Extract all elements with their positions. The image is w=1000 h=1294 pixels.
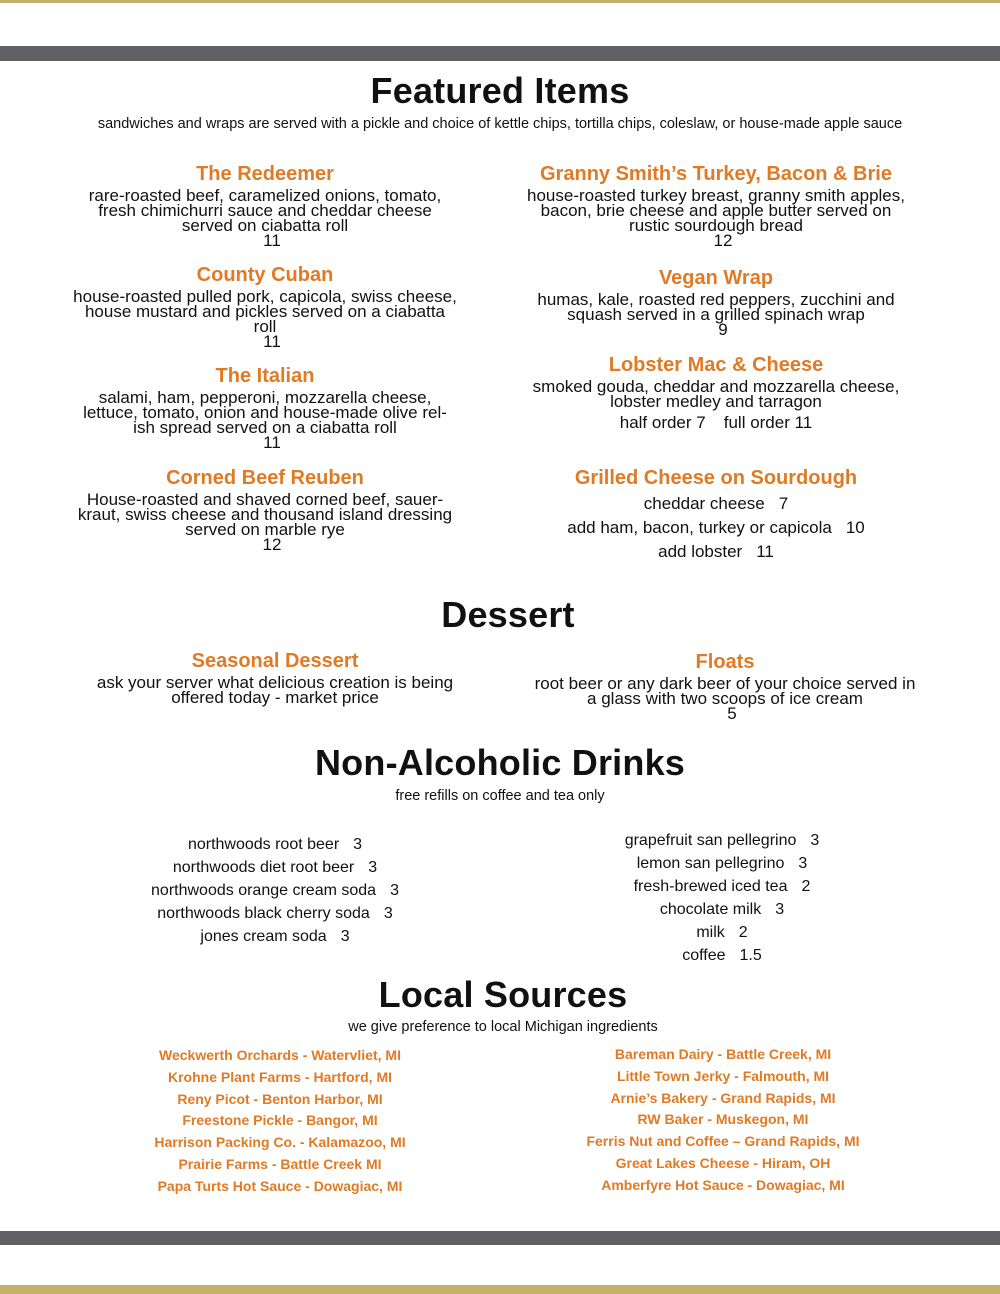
item-title: Floats — [695, 651, 755, 673]
featured-title: Featured Items — [370, 70, 630, 111]
item-description: House-roasted and shaved corned beef, sauer- kraut, swiss cheese and thousand island dressing served on marble rye 12 — [50, 492, 480, 552]
grilled-cheese-option: cheddar cheese 7 — [643, 494, 789, 513]
menu-item-vegan-wrap — [500, 266, 932, 337]
lobster-order-sizes — [500, 411, 932, 435]
item-description: salami, ham, pepperoni, mozzarella cheese, lettuce, tomato, onion and house-made olive rel- ish spread served on a ciabatta roll 11 — [50, 390, 480, 450]
source-item: Prairie Farms - Battle Creek MI — [178, 1155, 382, 1172]
drink-item: northwoods black cherry soda 3 — [157, 905, 393, 922]
source-item: Harrison Packing Co. - Kalamazoo, MI — [154, 1134, 406, 1151]
menu-item-corned-beef-reuben — [50, 466, 480, 552]
drink-item: northwoods root beer 3 — [187, 836, 363, 853]
half-order: half order 7 — [619, 413, 706, 432]
item-title: The Italian — [215, 365, 315, 387]
source-item: Ferris Nut and Coffee – Grand Rapids, MI — [586, 1133, 860, 1150]
drink-item: chocolate milk 3 — [659, 901, 785, 918]
menu-item-granny-smith — [500, 162, 932, 248]
sources-right-list — [543, 1044, 903, 1197]
source-item: Great Lakes Cheese - Hiram, OH — [615, 1154, 831, 1171]
drinks-left-list — [100, 833, 450, 948]
bottom-gray-band — [0, 1231, 1000, 1245]
drink-item: milk 2 — [696, 924, 748, 941]
item-title: The Redeemer — [196, 163, 334, 185]
source-item: RW Baker - Muskegon, MI — [637, 1111, 809, 1128]
item-price: 11 — [263, 332, 281, 351]
source-item: Reny Picot - Benton Harbor, MI — [177, 1090, 383, 1107]
drink-item: grapefruit san pellegrino 3 — [624, 832, 820, 849]
item-description: humas, kale, roasted red peppers, zucchini and squash served in a grilled spinach wrap 9 — [500, 292, 932, 337]
item-description: smoked gouda, cheddar and mozzarella cheese, lobster medley and tarragon — [532, 377, 900, 411]
sources-subtitle: we give preference to local Michigan ingredients — [348, 1019, 658, 1035]
source-item: Freestone Pickle - Bangor, MI — [182, 1112, 378, 1129]
item-title: Seasonal Dessert — [191, 650, 359, 672]
menu-item-floats — [505, 650, 945, 721]
bottom-gold-rule — [0, 1285, 1000, 1294]
item-description: rare-roasted beef, caramelized onions, tomato, fresh chimichurri sauce and cheddar cheese served on ciabatta roll 11 — [50, 188, 480, 248]
item-description: root beer or any dark beer of your choice served in a glass with two scoops of ice cream 5 — [505, 676, 945, 721]
item-title: Granny Smith’s Turkey, Bacon & Brie — [540, 163, 892, 185]
top-gold-rule — [0, 0, 1000, 3]
item-price: 9 — [718, 320, 728, 339]
menu-item-the-redeemer — [50, 162, 480, 248]
grilled-cheese-option: add ham, bacon, turkey or capicola 10 — [567, 518, 865, 537]
item-description: house-roasted turkey breast, granny smith apples, bacon, brie cheese and apple butter served on rustic sourdough bread 12 — [500, 188, 932, 248]
drinks-title: Non-Alcoholic Drinks — [314, 742, 686, 783]
drink-item: northwoods diet root beer 3 — [172, 859, 378, 876]
drinks-right-list — [547, 829, 897, 967]
source-item: Weckwerth Orchards - Watervliet, MI — [159, 1047, 401, 1063]
drink-item: northwoods orange cream soda 3 — [151, 882, 399, 899]
item-title: Vegan Wrap — [658, 267, 774, 289]
menu-item-grilled-cheese — [500, 466, 932, 564]
source-item: Little Town Jerky - Falmouth, MI — [616, 1067, 830, 1084]
drinks-subtitle: free refills on coffee and tea only — [395, 788, 605, 804]
item-title: Corned Beef Reuben — [166, 467, 364, 489]
item-title: Grilled Cheese on Sourdough — [574, 467, 858, 489]
drink-item: coffee 1.5 — [682, 947, 762, 964]
item-price: 11 — [263, 433, 281, 452]
featured-subtitle: sandwiches and wraps are served with a pickle and choice of kettle chips, tortilla chips, coleslaw, or house-made apple sauce — [97, 116, 903, 132]
source-item: Arnie’s Bakery - Grand Rapids, MI — [610, 1089, 836, 1106]
item-description: house-roasted pulled pork, capicola, swiss cheese, house mustard and pickles served on a ciabatta roll 11 — [50, 289, 480, 349]
menu-item-county-cuban — [50, 263, 480, 349]
menu-item-the-italian — [50, 364, 480, 450]
source-item: Amberfyre Hot Sauce - Dowagiac, MI — [601, 1176, 845, 1193]
source-item: Krohne Plant Farms - Hartford, MI — [167, 1068, 393, 1085]
top-gray-band — [0, 46, 1000, 61]
source-item: Bareman Dairy - Battle Creek, MI — [614, 1046, 832, 1062]
item-price: 11 — [263, 231, 281, 250]
drink-item: jones cream soda 3 — [200, 928, 350, 945]
full-order: full order 11 — [723, 413, 813, 432]
item-price: 12 — [713, 231, 733, 250]
item-price: 5 — [727, 704, 737, 723]
item-title: County Cuban — [196, 264, 334, 286]
menu-item-lobster-mac — [500, 353, 932, 435]
item-price: 12 — [262, 535, 282, 554]
drink-item: fresh-brewed iced tea 2 — [633, 878, 811, 895]
menu-item-seasonal-dessert — [60, 649, 490, 705]
item-description: ask your server what delicious creation is being offered today - market price — [96, 673, 454, 707]
dessert-title: Dessert — [441, 594, 575, 635]
drink-item: lemon san pellegrino 3 — [636, 855, 808, 872]
sources-left-list — [100, 1045, 460, 1198]
grilled-cheese-option: add lobster 11 — [658, 542, 774, 561]
sources-title: Local Sources — [378, 974, 628, 1015]
source-item: Papa Turts Hot Sauce - Dowagiac, MI — [157, 1177, 403, 1194]
item-title: Lobster Mac & Cheese — [608, 354, 824, 376]
